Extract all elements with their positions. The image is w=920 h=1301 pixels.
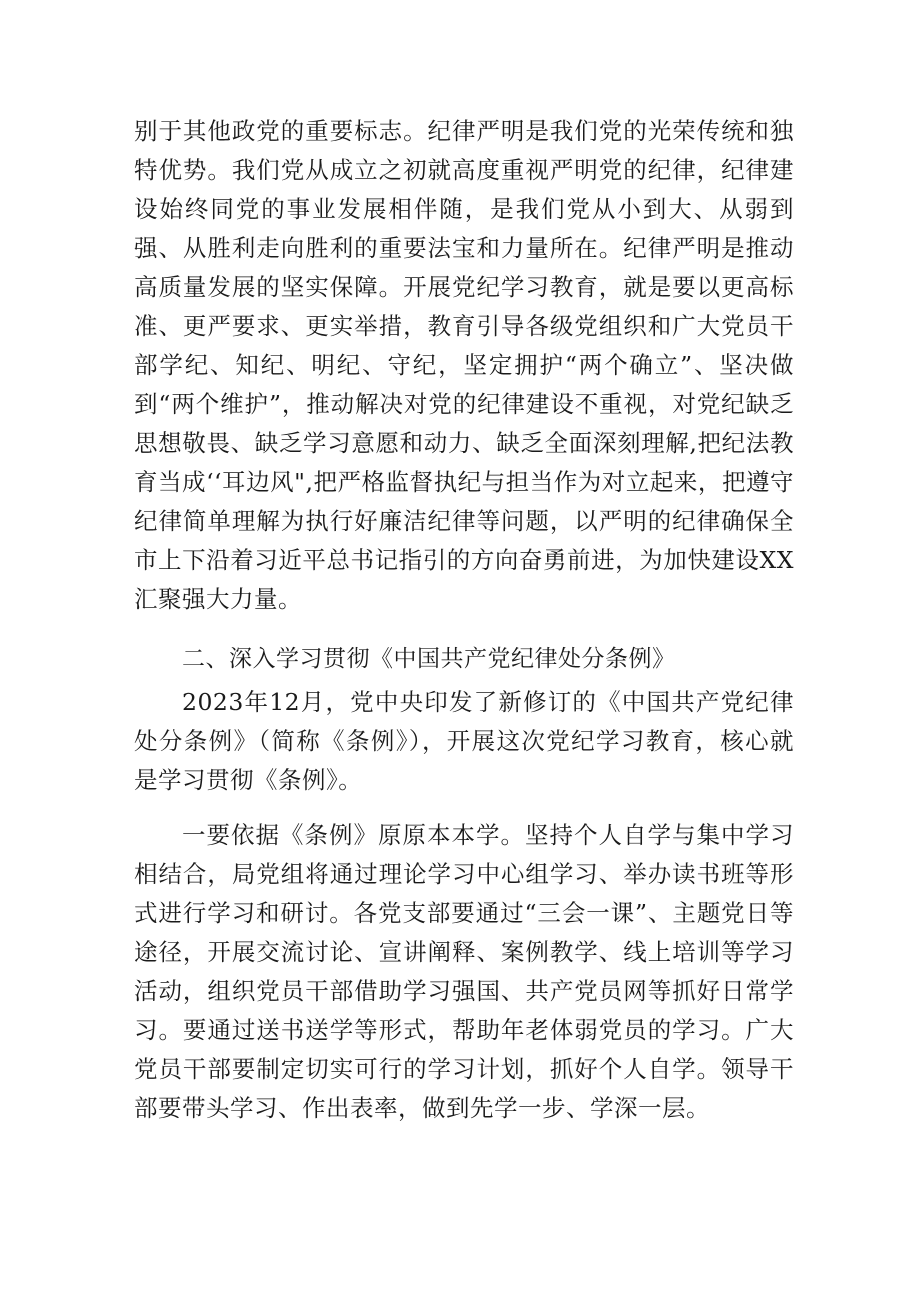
document-body bbox=[134, 112, 794, 1128]
paragraph-study-method: 一要依据《条例》原原本本学。坚持个人自学与集中学习相结合，局党组将通过理论学习中心组学习、举办读书班等形式进行学习和研讨。各党支部要通过“三会一课”、主题党日等途径，开展交流讨论、宣讲阐释、案例教学、线上培训等学习活动，组织党员干部借助学习强国、共产党员网等抓好日常学习。要通过送书送学等形式，帮助年老体弱党员的学习。广大党员干部要制定切实可行的学习计划，抓好个人自学。领导干部要带头学习、作出表率，做到先学一步、学深一层。 bbox=[134, 821, 794, 1122]
section-heading: 二、深入学习贯彻《中国共产党纪律处分条例》 bbox=[182, 646, 676, 672]
paragraph-discipline-importance: 别于其他政党的重要标志。纪律严明是我们党的光荣传统和独特优势。我们党从成立之初就高度重视严明党的纪律，纪律建设始终同党的事业发展相伴随，是我们党从小到大、从弱到强、从胜利走向胜利的重要法宝和力量所在。纪律严明是推动高质量发展的坚实保障。开展党纪学习教育，就是要以更高标准、更严要求、更实举措，教育引导各级党组织和广大党员干部学纪、知纪、明纪、守纪，坚定拥护“两个确立”、坚决做到“两个维护”，推动解决对党的纪律建设不重视，对党纪缺乏思想敬畏、缺乏学习意愿和动力、缺乏全面深刻理解,把纪法教育当成‘‘耳边风",把严格监督执纪与担当作为对立起来，把遵守纪律简单理解为执行好廉洁纪律等问题，以严明的纪律确保全市上下沿着习近平总书记指引的方向奋勇前进，为加快建设XX汇聚强大力量。 bbox=[134, 117, 794, 613]
paragraph-regulation-intro: 2023年12月，党中央印发了新修订的《中国共产党纪律处分条例》（简称《条例》），开展这次党纪学习教育，核心就是学习贯彻《条例》。 bbox=[134, 688, 794, 794]
